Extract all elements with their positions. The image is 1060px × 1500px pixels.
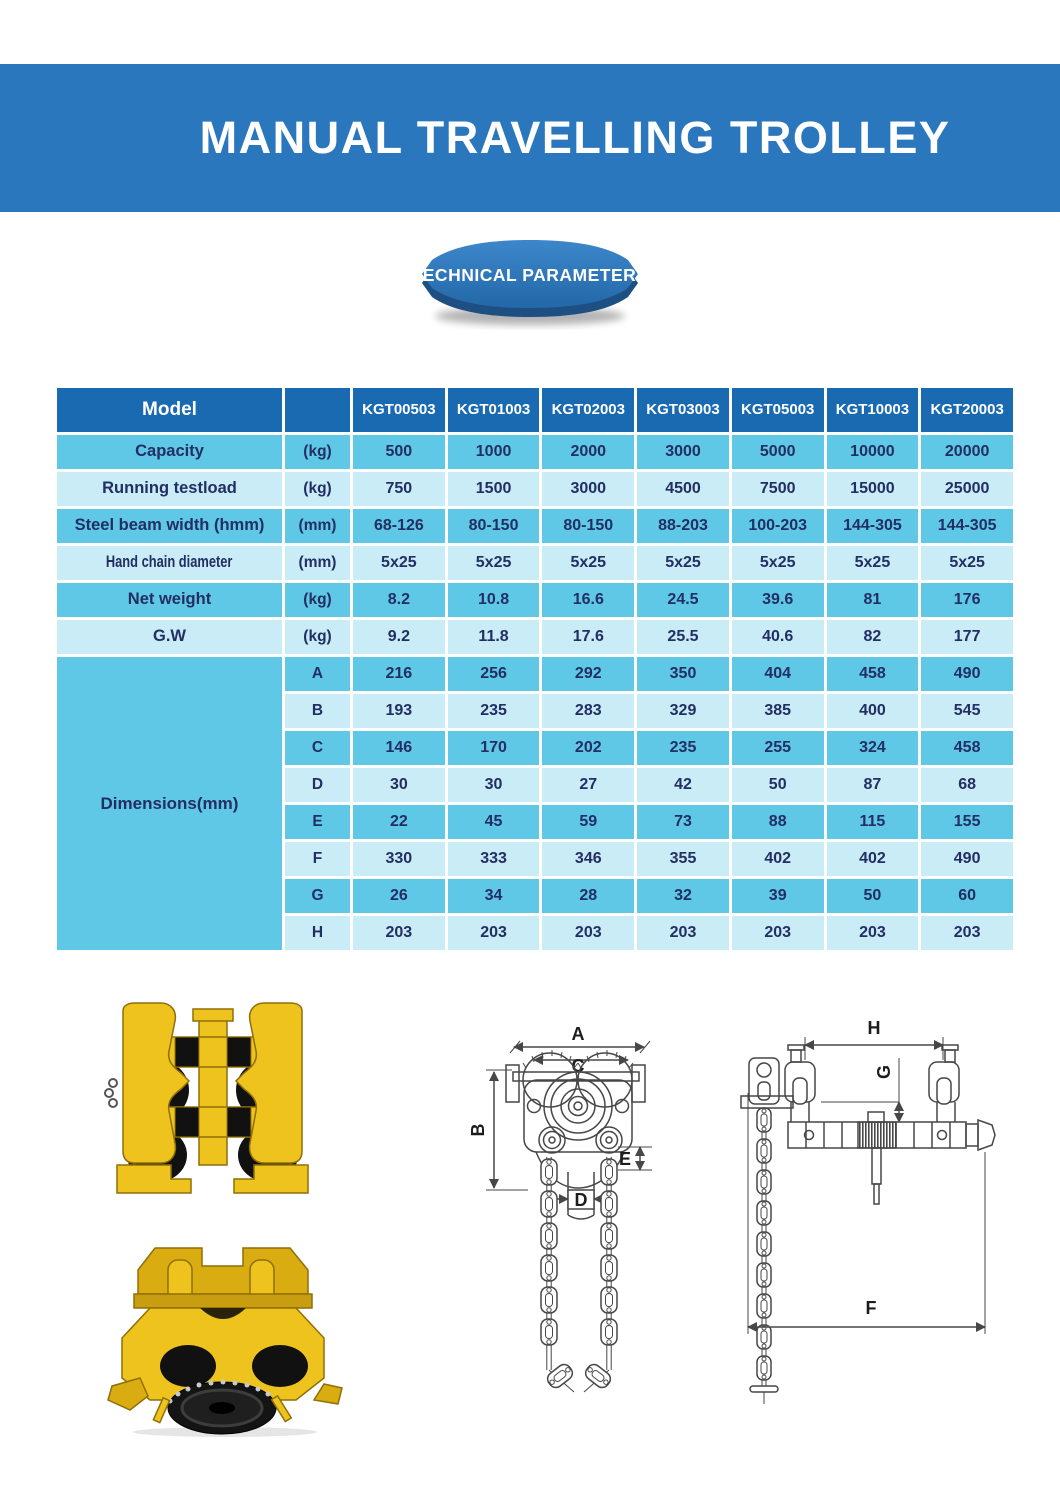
table-header-model-code: KGT02003 (542, 388, 634, 432)
dimension-letter: F (285, 842, 350, 876)
cell-value: 26 (353, 879, 445, 913)
dimension-drawing-side (733, 1012, 1008, 1417)
cell-value: 545 (921, 694, 1013, 728)
spec-table (57, 388, 1013, 950)
cell-value: 255 (732, 731, 824, 765)
cell-value: 60 (921, 879, 1013, 913)
row-unit: (mm) (285, 509, 350, 543)
suspension-shaft (788, 1112, 995, 1204)
title-banner (0, 64, 1060, 212)
cell-value: 5x25 (827, 546, 919, 580)
cell-value: 146 (353, 731, 445, 765)
table-header-model-code: KGT10003 (827, 388, 919, 432)
cell-value: 7500 (732, 472, 824, 506)
cell-value: 68 (921, 768, 1013, 802)
cell-value: 500 (353, 435, 445, 469)
cell-value: 50 (732, 768, 824, 802)
cell-value: 329 (637, 694, 729, 728)
cell-value: 32 (637, 879, 729, 913)
cell-value: 82 (827, 620, 919, 654)
table-header-model: Model (57, 388, 282, 432)
badge-label: TECHNICAL PARAMETERS (411, 265, 648, 285)
cell-value: 402 (732, 842, 824, 876)
row-label: G.W (57, 620, 282, 654)
cell-value: 100-203 (732, 509, 824, 543)
cell-value: 45 (448, 805, 540, 839)
cell-value: 80-150 (448, 509, 540, 543)
dimension-letter: E (285, 805, 350, 839)
cell-value: 42 (637, 768, 729, 802)
chain-guide-and-chain (741, 1058, 793, 1404)
cell-value: 9.2 (353, 620, 445, 654)
row-unit: (mm) (285, 546, 350, 580)
cell-value: 490 (921, 657, 1013, 691)
cell-value: 458 (921, 731, 1013, 765)
row-label: Capacity (57, 435, 282, 469)
beam-clamp-brackets (785, 1045, 959, 1122)
dim-label-C: C (571, 1056, 585, 1076)
cell-value: 5x25 (921, 546, 1013, 580)
cell-value: 68-126 (353, 509, 445, 543)
cell-value: 5x25 (542, 546, 634, 580)
cell-value: 28 (542, 879, 634, 913)
dimensions-label: Dimensions(mm) (57, 657, 282, 950)
cell-value: 5x25 (732, 546, 824, 580)
row-label: Net weight (57, 583, 282, 617)
cell-value: 203 (827, 916, 919, 950)
table-header-unit (285, 388, 350, 432)
technical-parameters-badge (0, 234, 1060, 330)
page-title: MANUAL TRAVELLING TROLLEY (199, 112, 951, 163)
row-label: Steel beam width (hmm) (57, 509, 282, 543)
cell-value: 5x25 (448, 546, 540, 580)
trolley-photo-angled (100, 1238, 345, 1438)
cell-value: 30 (353, 768, 445, 802)
table-header-model-code: KGT03003 (637, 388, 729, 432)
cell-value: 15000 (827, 472, 919, 506)
row-unit: (kg) (285, 620, 350, 654)
cell-value: 203 (732, 916, 824, 950)
cell-value: 87 (827, 768, 919, 802)
cell-value: 81 (827, 583, 919, 617)
cell-value: 750 (353, 472, 445, 506)
cell-value: 155 (921, 805, 1013, 839)
cell-value: 346 (542, 842, 634, 876)
cell-value: 292 (542, 657, 634, 691)
badge-lens-shape (408, 234, 653, 330)
cell-value: 203 (542, 916, 634, 950)
dimension-letter: D (285, 768, 350, 802)
cell-value: 88 (732, 805, 824, 839)
cell-value: 39 (732, 879, 824, 913)
cell-value: 88-203 (637, 509, 729, 543)
cell-value: 115 (827, 805, 919, 839)
cell-value: 11.8 (448, 620, 540, 654)
cell-value: 5x25 (637, 546, 729, 580)
cell-value: 3000 (542, 472, 634, 506)
dim-label-E: E (618, 1149, 632, 1169)
cell-value: 235 (448, 694, 540, 728)
cell-value: 8.2 (353, 583, 445, 617)
cell-value: 203 (353, 916, 445, 950)
cell-value: 203 (637, 916, 729, 950)
cell-value: 330 (353, 842, 445, 876)
table-header-model-code: KGT20003 (921, 388, 1013, 432)
cell-value: 385 (732, 694, 824, 728)
dimension-letter: B (285, 694, 350, 728)
row-unit: (kg) (285, 435, 350, 469)
cell-value: 10000 (827, 435, 919, 469)
cell-value: 202 (542, 731, 634, 765)
cell-value: 4500 (637, 472, 729, 506)
cell-value: 5000 (732, 435, 824, 469)
cell-value: 176 (921, 583, 1013, 617)
cell-value: 400 (827, 694, 919, 728)
cell-value: 170 (448, 731, 540, 765)
cell-value: 256 (448, 657, 540, 691)
cell-value: 22 (353, 805, 445, 839)
cell-value: 144-305 (827, 509, 919, 543)
cell-value: 40.6 (732, 620, 824, 654)
row-unit: (kg) (285, 583, 350, 617)
dim-label-H: H (867, 1018, 881, 1038)
table-header-model-code: KGT00503 (353, 388, 445, 432)
cell-value: 16.6 (542, 583, 634, 617)
cell-value: 324 (827, 731, 919, 765)
dimension-letter: H (285, 916, 350, 950)
dim-label-B: B (468, 1123, 488, 1137)
cell-value: 350 (637, 657, 729, 691)
cell-value: 24.5 (637, 583, 729, 617)
cell-value: 144-305 (921, 509, 1013, 543)
dim-label-D: D (574, 1190, 588, 1210)
table-header-model-code: KGT05003 (732, 388, 824, 432)
cell-value: 73 (637, 805, 729, 839)
cell-value: 39.6 (732, 583, 824, 617)
dimension-letter: C (285, 731, 350, 765)
cell-value: 235 (637, 731, 729, 765)
cell-value: 216 (353, 657, 445, 691)
cell-value: 10.8 (448, 583, 540, 617)
cell-value: 25000 (921, 472, 1013, 506)
cell-value: 333 (448, 842, 540, 876)
cell-value: 1000 (448, 435, 540, 469)
row-label: Hand chain diameter (57, 546, 282, 580)
cell-value: 203 (921, 916, 1013, 950)
cell-value: 59 (542, 805, 634, 839)
dim-label-F: F (865, 1298, 877, 1318)
cell-value: 490 (921, 842, 1013, 876)
cell-value: 20000 (921, 435, 1013, 469)
cell-value: 34 (448, 879, 540, 913)
row-label: Running testload (57, 472, 282, 506)
row-unit: (kg) (285, 472, 350, 506)
cell-value: 404 (732, 657, 824, 691)
cell-value: 80-150 (542, 509, 634, 543)
cell-value: 50 (827, 879, 919, 913)
cell-value: 5x25 (353, 546, 445, 580)
cell-value: 3000 (637, 435, 729, 469)
cell-value: 283 (542, 694, 634, 728)
dim-label-A: A (571, 1024, 585, 1044)
table-header-model-code: KGT01003 (448, 388, 540, 432)
cell-value: 27 (542, 768, 634, 802)
trolley-photo-front (95, 995, 330, 1223)
cell-value: 17.6 (542, 620, 634, 654)
cell-value: 203 (448, 916, 540, 950)
cell-value: 458 (827, 657, 919, 691)
dimension-drawing-front (468, 1022, 683, 1417)
cell-value: 30 (448, 768, 540, 802)
dim-label-G: G (874, 1064, 894, 1080)
cell-value: 402 (827, 842, 919, 876)
dimension-letter: G (285, 879, 350, 913)
cell-value: 355 (637, 842, 729, 876)
dimension-letter: A (285, 657, 350, 691)
cell-value: 193 (353, 694, 445, 728)
cell-value: 25.5 (637, 620, 729, 654)
cell-value: 177 (921, 620, 1013, 654)
cell-value: 2000 (542, 435, 634, 469)
cell-value: 1500 (448, 472, 540, 506)
